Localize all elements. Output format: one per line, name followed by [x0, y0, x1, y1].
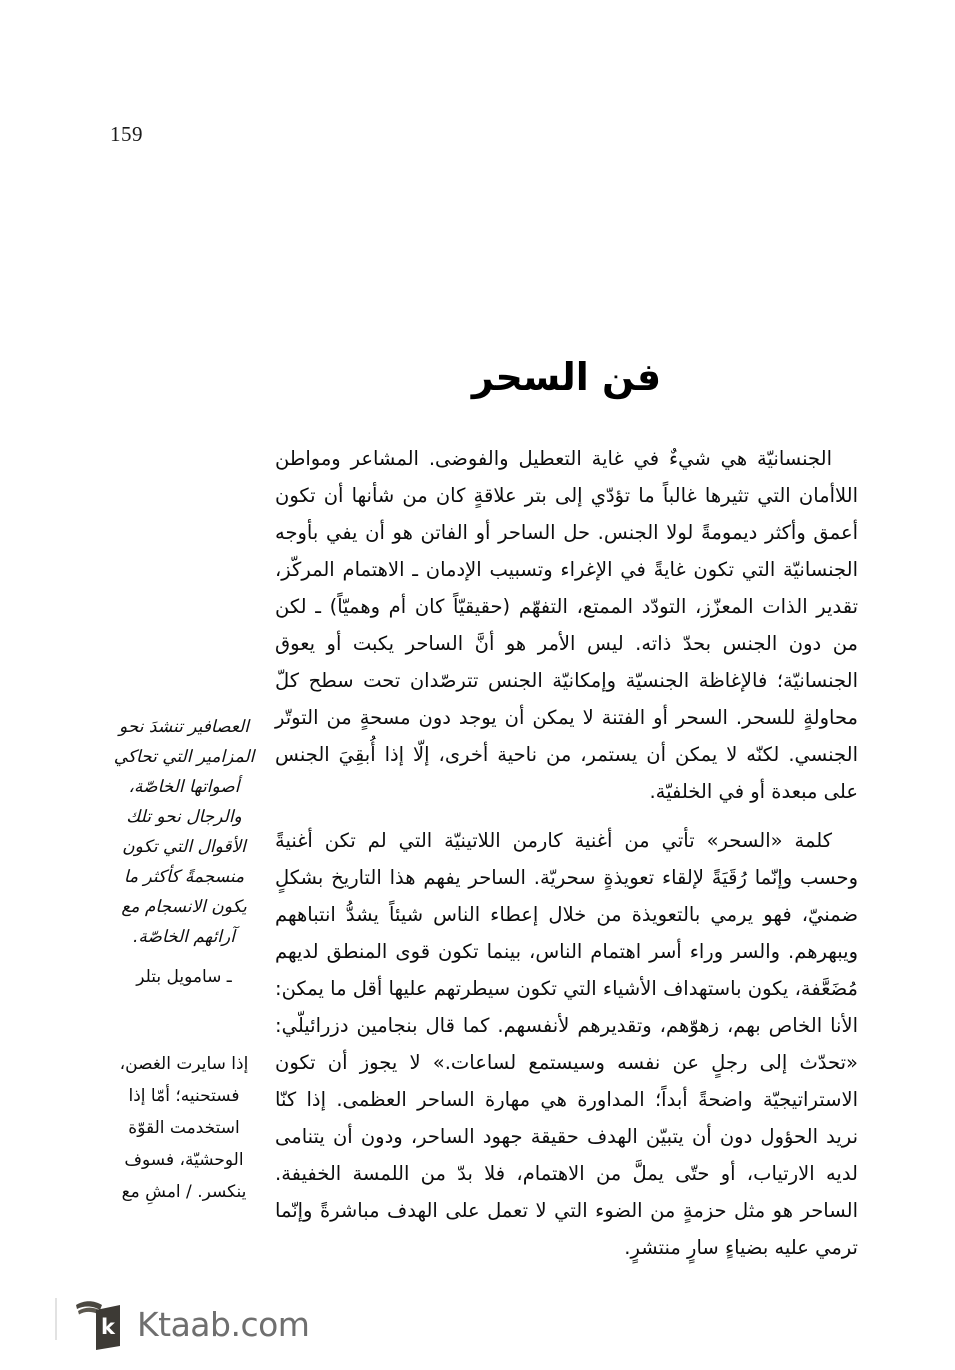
margin-note-quote-2: إذا سايرت الغصن، فستحنيه؛ أمّا إذا استخدمت القوّة الوحشيّة، فسوف ينكسر. / امشِ مع: [119, 1054, 249, 1202]
book-logo-icon: [72, 1296, 124, 1352]
chapter-title: فن السحر: [471, 355, 662, 400]
svg-text:k: k: [101, 1315, 115, 1339]
body-text-column: [275, 440, 858, 1266]
margin-note-quote-1: العصافير تنشدَ نحو المزامير التي تحاكي أصواتها الخاصّة، والرجال نحو تلك الأقوال التي تكون منسجمةً كأكثر ما يكون الانسجام مع آرائهم الخاصّة.: [113, 717, 255, 947]
page-number: 159: [110, 122, 143, 146]
watermark-brand-label: Ktaab.com: [137, 1304, 310, 1344]
body-paragraph-2: كلمة «السحر» تأتي من أغنية كارمن اللاتينيّة التي لم تكن أغنيةً وحسب وإنّما رُقَيَةً لإلقاء تعويذةٍ سحريّة. الساحر يفهم هذا التاريخ بشكلٍ ضمنيّ، فهو يرمي بالتعويذة من خلال إعطاء الناس شيئاً يشدُّ انتباههم ويبهرهم. والسر وراء أسر اهتمام الناس، بينما تكون قوى المنطق لديهم مُضَعَّفة، يكون باستهداف الأشياء التي تكون سيطرتهم عليها أقل ما يمكن: الأنا الخاص بهم، زهوّهم، وتقديرهم لأنفسهم. كما قال بنجامين دزرائيلّي: «تحدّث إلى رجلٍ عن نفسه وسيستمع لساعات.» لا يجوز أن تكون الاستراتيجيّة واضحةً أبداً؛ المداورة هي مهارة الساحر العظمى. إذا كنّا نريد الحؤول دون أن يتبيّن الهدف حقيقة جهود الساحر، ودون أن يتنامى لديه الارتياب، أو حتّى يملَّ من الاهتمام، فلا بدّ من اللمسة الخفيفة. الساحر هو مثل حزمةٍ من الضوء التي لا تعمل على الهدف مباشرةً وإنّما ترمي عليه بضياءٍ سارٍ منتشرٍ.: [275, 829, 858, 1259]
body-paragraph-1: الجنسانيّة هي شيءٌ في غاية التعطيل والفوضى. المشاعر ومواطن اللاأمان التي تثيرها غالباً ما تؤدّي إلى بتر علاقةٍ كان من شأنها أن تكون أعمق وأكثر ديمومةً لولا الجنس. حل الساحر أو الفاتن هو أن يفي بأوجه الجنسانيّة التي تكون غايةً في الإغراء وتسبيب الإدمان ـ الاهتمام المركّز، تقدير الذات المعزّز، التودّد الممتع، التفهّم (حقيقيّاً كان أم وهميّاً) ـ لكن من دون الجنس بحدّ ذاته. ليس الأمر هو أنَّ الساحر يكبت أو يعوق الجنسانيّة؛ فالإغاظة الجنسيّة وإمكانيّة الجنس تترصّدان تحت سطح كلّ محاولةٍ للسحر. السحر أو الفتنة لا يمكن أن يوجد دون مسحةٍ من التوتّر الجنسي. لكنّه لا يمكن أن يستمر، من ناحية أخرى، إلّا إذا أُبقِيَ الجنس على مبعدة أو في الخلفيّة.: [275, 447, 858, 803]
scan-artifact: [55, 1298, 57, 1340]
watermark: [72, 1296, 309, 1352]
margin-note-attribution: ـ سامويل بتلر: [136, 967, 232, 987]
